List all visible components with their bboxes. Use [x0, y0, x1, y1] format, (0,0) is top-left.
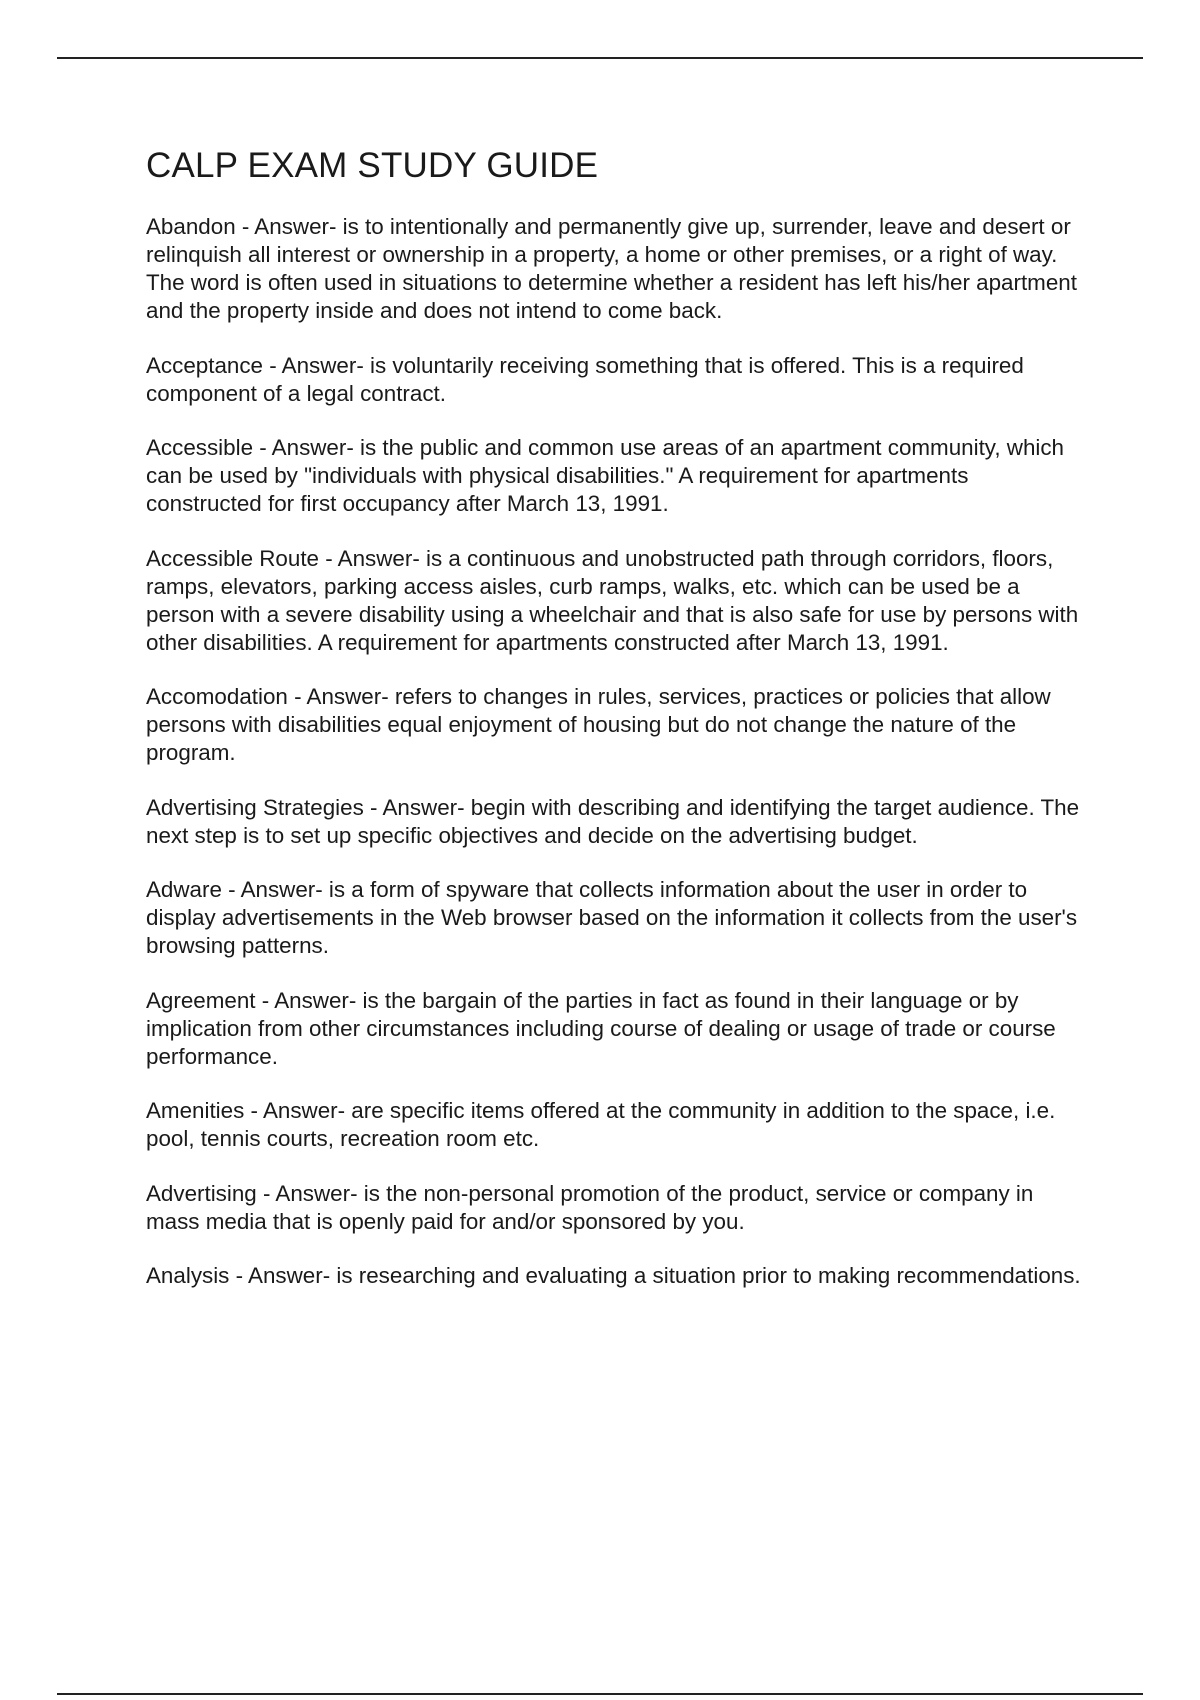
glossary-entry-accomodation: Accomodation - Answer- refers to changes in rules, services, practices or policies that allow persons with disabilities equal enjoyment of housing but do not change the nature of the program. [146, 684, 1051, 765]
glossary-entry-acceptance: Acceptance - Answer- is voluntarily receiving something that is offered. This is a required component of a legal contract. [146, 352, 1024, 406]
glossary-entry-adware: Adware - Answer- is a form of spyware that collects information about the user in order to display advertisements in the Web browser based on the information it collects from the user's browsing patterns. [146, 877, 1078, 958]
glossary-entry-advertising-strategies: Advertising Strategies - Answer- begin with describing and identifying the target audience. The next step is to set up specific objectives and decide on the advertising budget. [146, 794, 1080, 848]
glossary-entry-analysis: Analysis - Answer- is researching and evaluating a situation prior to making recommendations. [146, 1263, 1081, 1288]
glossary-entry-amenities: Amenities - Answer- are specific items offered at the community in addition to the space, i.e. pool, tennis courts, recreation room etc. [146, 1098, 1056, 1151]
glossary-entry-abandon: Abandon - Answer- is to intentionally and permanently give up, surrender, leave and desert or relinquish all interest or ownership in a property, a home or other premises, or a right of way. The word is often used in situations to determine whether a resident has left his/her apartment and the property inside and does not intend to come back. [146, 214, 1077, 323]
glossary-list [146, 213, 1086, 1290]
footer-rule [57, 1693, 1143, 1695]
glossary-entry-advertising: Advertising - Answer- is the non-personal promotion of the product, service or company in mass media that is openly paid for and/or sponsored by you. [146, 1180, 1034, 1234]
header-rule [57, 57, 1143, 59]
glossary-entry-agreement: Agreement - Answer- is the bargain of the parties in fact as found in their language or by implication from other circumstances including course of dealing or usage of trade or course performance. [146, 987, 1056, 1069]
glossary-entry-accessible: Accessible - Answer- is the public and common use areas of an apartment community, which can be used by "individuals with physical disabilities." A requirement for apartments constructed for first occupancy after March 13, 1991. [146, 435, 1065, 516]
document-body [146, 145, 1086, 1317]
page-title: CALP EXAM STUDY GUIDE [146, 146, 599, 185]
glossary-entry-accessible-route: Accessible Route - Answer- is a continuous and unobstructed path through corridors, floors, ramps, elevators, parking access aisles, curb ramps, walks, etc. which can be used be a person with a severe disability using a wheelchair and that is also safe for use by persons with other disabilities. A requirement for apartments constructed after March 13, 1991. [146, 545, 1079, 655]
